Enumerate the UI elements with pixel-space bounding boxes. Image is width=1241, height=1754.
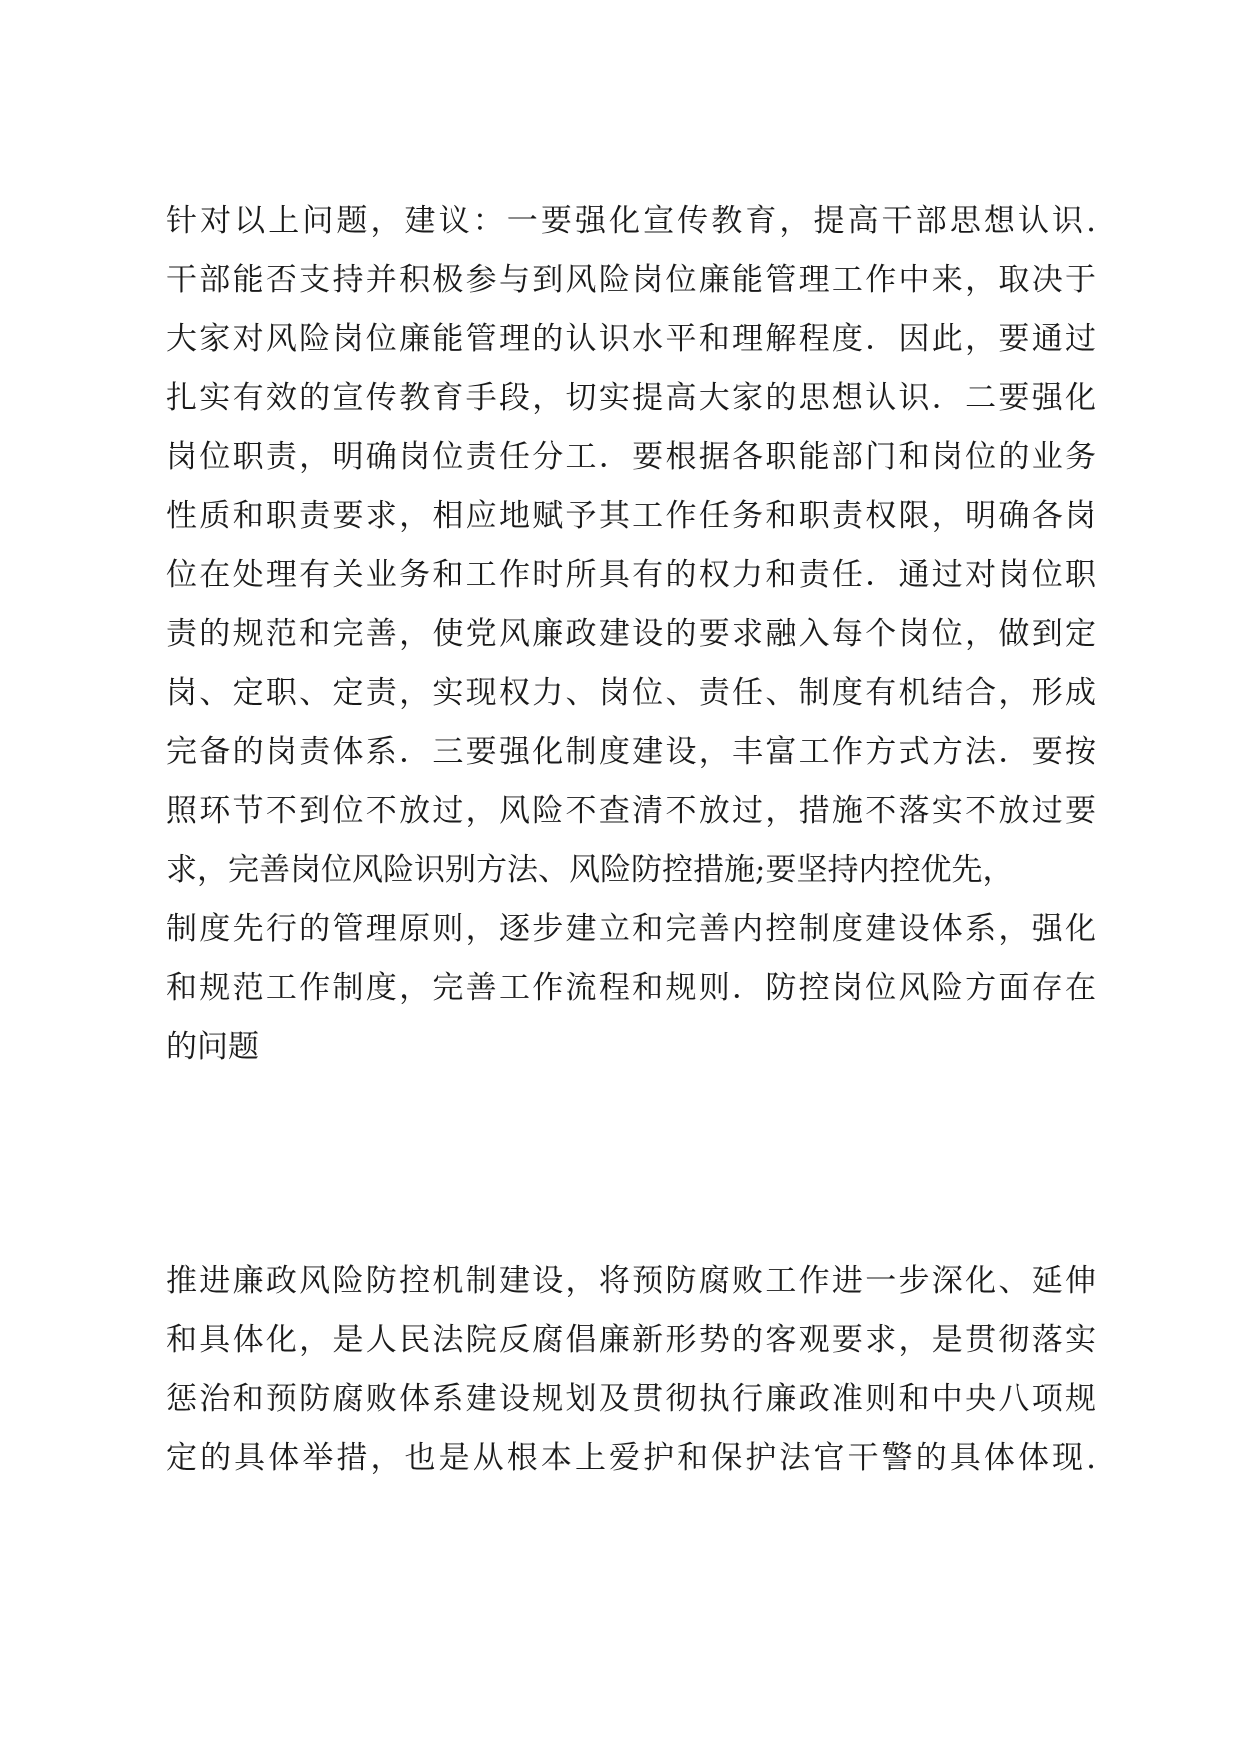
- paragraph-suggestions: [166, 192, 1096, 1077]
- text-line: 大家对风险岗位廉能管理的认识水平和理解程度．因此，要通过: [166, 321, 1096, 357]
- text-line: 完备的岗责体系．三要强化制度建设，丰富工作方式方法．要按: [166, 734, 1096, 770]
- text-line: 性质和职责要求，相应地赋予其工作任务和职责权限，明确各岗: [166, 498, 1096, 534]
- text-line: 照环节不到位不放过，风险不查清不放过，措施不落实不放过要: [166, 793, 1096, 829]
- text-line: 的问题: [166, 1029, 259, 1065]
- text-line: 责的规范和完善，使党风廉政建设的要求融入每个岗位，做到定: [166, 616, 1096, 652]
- text-line: 推进廉政风险防控机制建设，将预防腐败工作进一步深化、延伸: [166, 1263, 1096, 1299]
- text-line: 和具体化，是人民法院反腐倡廉新形势的客观要求，是贯彻落实: [166, 1322, 1096, 1358]
- text-line: 定的具体举措，也是从根本上爱护和保护法官干警的具体体现.: [166, 1440, 1096, 1476]
- text-line: 位在处理有关业务和工作时所具有的权力和责任．通过对岗位职: [166, 557, 1096, 593]
- text-line: 干部能否支持并积极参与到风险岗位廉能管理工作中来，取决于: [166, 262, 1096, 298]
- text-line: 和规范工作制度，完善工作流程和规则．防控岗位风险方面存在: [166, 970, 1096, 1006]
- text-line: 求，完善岗位风险识别方法、风险防控措施;要坚持内控优先，: [166, 852, 1014, 888]
- text-line: 针对以上问题，建议：一要强化宣传教育，提高干部思想认识.: [166, 203, 1096, 239]
- text-line: 岗位职责，明确岗位责任分工．要根据各职能部门和岗位的业务: [166, 439, 1096, 475]
- text-line: 岗、定职、定责，实现权力、岗位、责任、制度有机结合，形成: [166, 675, 1096, 711]
- text-line: 扎实有效的宣传教育手段，切实提高大家的思想认识．二要强化: [166, 380, 1096, 416]
- text-line: 惩治和预防腐败体系建设规划及贯彻执行廉政准则和中央八项规: [166, 1381, 1096, 1417]
- text-line: 制度先行的管理原则，逐步建立和完善内控制度建设体系，强化: [166, 911, 1096, 947]
- paragraph-anticorruption: [166, 1252, 1096, 1488]
